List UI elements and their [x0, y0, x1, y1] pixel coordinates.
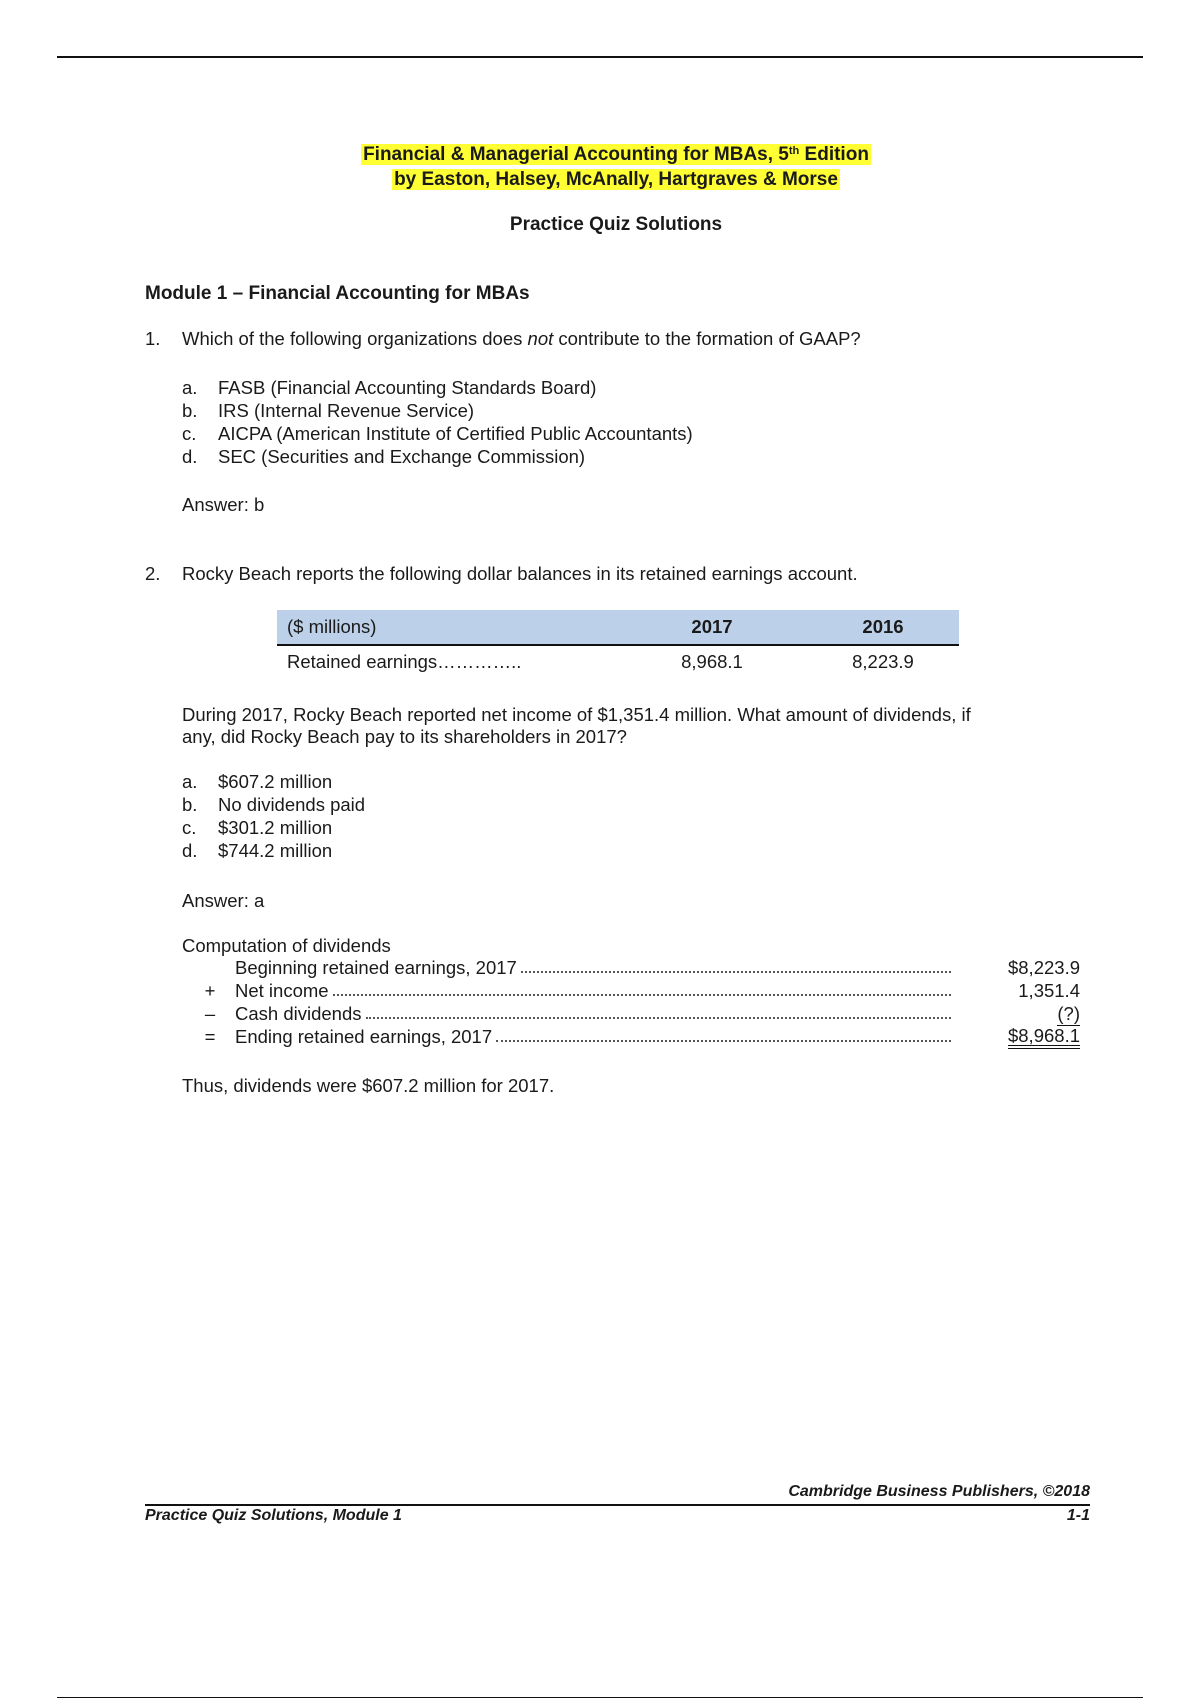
computation-row: = Ending retained earnings, 2017 $8,968.1 — [204, 1025, 1080, 1047]
footer-publisher: Cambridge Business Publishers, ©2018 — [788, 1483, 1090, 1500]
title-text: Financial & Managerial Accounting for MBAs, 5 — [363, 144, 789, 165]
computation-row: – Cash dividends (?) — [204, 1003, 1080, 1024]
paragraph-line: any, did Rocky Beach pay to its shareholders in 2017? — [182, 726, 627, 747]
option-item: d. SEC (Securities and Exchange Commission) — [182, 446, 586, 467]
retained-earnings-table — [277, 610, 959, 677]
module-heading: Module 1 – Financial Accounting for MBAs — [145, 283, 530, 304]
option-item: b. IRS (Internal Revenue Service) — [182, 400, 475, 421]
table-header-cell: ($ millions) — [277, 610, 617, 645]
table-cell: Retained earnings………….. — [287, 650, 522, 672]
option-item: c. $301.2 million — [182, 817, 333, 838]
title-edition: Edition — [799, 144, 869, 165]
table-row — [277, 645, 959, 677]
footer-title: Practice Quiz Solutions, Module 1 — [145, 1507, 402, 1524]
dividend-computation — [182, 935, 1080, 1049]
table-header-cell: 2017 — [617, 610, 807, 645]
question-number: 2. — [145, 563, 161, 584]
computation-row: + Net income 1,351.4 — [204, 980, 1080, 1001]
table-cell: 8,968.1 — [681, 650, 743, 672]
option-item: d. $744.2 million — [182, 840, 333, 861]
computation-title: Computation of dividends — [182, 935, 391, 956]
conclusion-text: Thus, dividends were $607.2 million for 2017. — [182, 1075, 555, 1096]
page-subtitle: Practice Quiz Solutions — [509, 214, 723, 235]
table-header-row — [277, 610, 959, 645]
top-rule — [57, 56, 1143, 58]
title-superscript: th — [788, 145, 800, 157]
option-item: b. No dividends paid — [182, 794, 366, 815]
table-header-cell: 2016 — [807, 610, 959, 645]
question-2-options — [182, 770, 365, 862]
question-2-paragraph — [182, 704, 1062, 748]
question-1-options — [182, 376, 693, 468]
question-text: Which of the following organizations does not contribute to the formation of GAAP? — [182, 328, 861, 349]
footer-rule — [145, 1504, 1090, 1506]
question-text: Rocky Beach reports the following dollar balances in its retained earnings account. — [182, 563, 858, 584]
question-1-answer: Answer: b — [182, 494, 265, 515]
paragraph-line: During 2017, Rocky Beach reported net income of $1,351.4 million. What amount of dividends, if — [182, 704, 971, 725]
page-number: 1-1 — [1066, 1507, 1090, 1524]
option-item: a. FASB (Financial Accounting Standards Board) — [182, 377, 597, 398]
computation-row: Beginning retained earnings, 2017 $8,223.9 — [235, 957, 1080, 978]
book-authors: by Easton, Halsey, McAnally, Hartgraves & Morse — [394, 169, 838, 190]
question-number: 1. — [145, 328, 161, 349]
option-item: c. AICPA (American Institute of Certified Public Accountants) — [182, 423, 693, 444]
book-title — [0, 142, 1200, 192]
table-cell: 8,223.9 — [852, 650, 914, 672]
bottom-rule — [57, 1697, 1143, 1698]
option-item: a. $607.2 million — [182, 771, 333, 792]
question-2-answer: Answer: a — [182, 890, 265, 911]
